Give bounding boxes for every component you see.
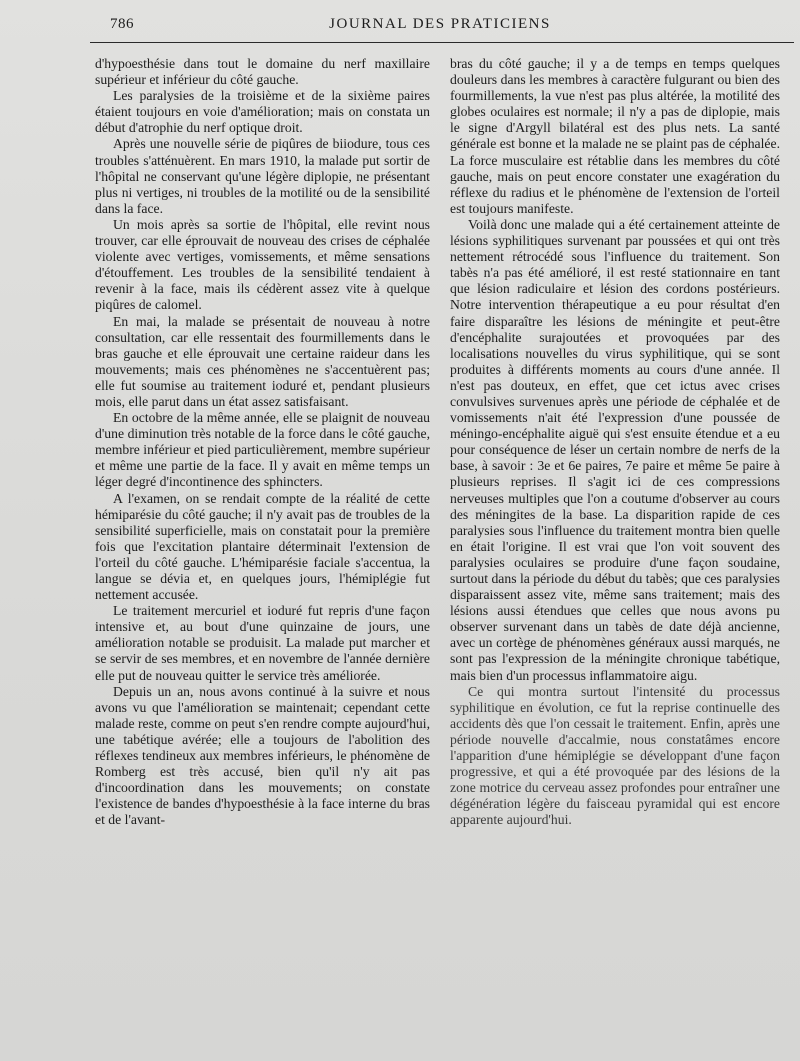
left-column: [95, 56, 430, 829]
paragraph: Après une nouvelle série de piqûres de biiodure, tous ces troubles s'atténuèrent. En mars 1910, la malade put sortir de l'hôpital ne conservant qu'une légère diplopie, ne présentant plus ni vertiges, ni troubles de la motilité ou de la sensibilité dans la face.: [95, 136, 430, 216]
paragraph: Le traitement mercuriel et ioduré fut repris d'une façon intensive et, au bout d'une quinzaine de jours, une amélioration notable se produisit. La malade put marcher et se servir de ses membres, et en novembre de l'année dernière elle put de nouveau quitter le service très améliorée.: [95, 603, 430, 683]
paragraph: En mai, la malade se présentait de nouveau à notre consultation, car elle ressentait des fourmillements dans le bras gauche et elle éprouvait une certaine raideur dans les mouvements; mais ces phénomènes ne s'accentuèrent pas; elle fut soumise au traitement ioduré et, pendant plusieurs mois, elle parut dans un état assez satisfaisant.: [95, 313, 430, 409]
paragraph: Depuis un an, nous avons continué à la suivre et nous avons vu que l'amélioration se maintenait; cependant cette malade reste, comme on peut s'en rendre compte aujourd'hui, une tabétique avérée; elle a toujours de l'abolition des réflexes tendineux aux membres inférieurs, le phénomène de Romberg est très accusé, bien qu'il n'y ait pas d'incoordination dans les mouvements; on constate l'existence de bandes d'hypoesthésie à la face interne du bras et de l'avant-: [95, 683, 430, 828]
page-number: 786: [110, 16, 134, 32]
paragraph: A l'examen, on se rendait compte de la réalité de cette hémiparésie du côté gauche; il n'y avait pas de troubles de la sensibilité superficielle, mais on constatait pour la première fois que l'excitation plantaire déterminait l'extension de l'orteil du côté gauche. L'hémiparésie faciale s'accentua, la langue se dévia et, en quelques jours, l'hémiplégie fut nettement accusée.: [95, 490, 430, 603]
paragraph: d'hypoesthésie dans tout le domaine du nerf maxillaire supérieur et inférieur du côté gauche.: [95, 56, 430, 88]
paragraph: Ce qui montra surtout l'intensité du processus syphilitique en évolution, ce fut la reprise continuelle des accidents dès que l'on cessait le traitement. Enfin, après une période nouvelle d'accalmie, nous constatâmes encore l'apparition d'une hémiplégie se développant d'une façon progressive, et qui a été provoquée par des lésions de la zone motrice du cerveau assez profondes pour entraîner une dégénération légère du faisceau pyramidal qui est encore apparente aujourd'hui.: [450, 683, 780, 828]
paragraph: bras du côté gauche; il y a de temps en temps quelques douleurs dans les membres à caractère fulgurant ou bien des fourmillements, la vue n'est pas plus altérée, la motilité des globes oculaires est normale; il n'y a pas de diplopie, mais le signe d'Argyll bilatéral est des plus nets. La santé générale est bonne et la malade ne se plaint pas de céphalée. La force musculaire est rétablie dans les membres du côté gauche, mais on peut encore constater une exagération du réflexe du radius et le phénomène de l'extension de l'orteil est toujours manifeste.: [450, 56, 780, 216]
paragraph: Un mois après sa sortie de l'hôpital, elle revint nous trouver, car elle éprouvait de nouveau des crises de céphalée violente avec vertiges, vomissements, et même sensations d'étouffement. Les troubles de la sensibilité tendaient à revenir à la face, mais ils cédèrent assez vite à quelque piqûres de calomel.: [95, 216, 430, 313]
paragraph: En octobre de la même année, elle se plaignit de nouveau d'une diminution très notable de la force dans le côté gauche, membre inférieur et pied particulièrement, membre supérieur et même une partie de la face. Il y avait en même temps un léger degré d'incontinence des sphincters.: [95, 410, 430, 490]
running-title: JOURNAL DES PRATICIENS: [329, 16, 551, 32]
paragraph: Les paralysies de la troisième et de la sixième paires étaient toujours en voie d'amélioration; mais on constata un début d'atrophie du nerf optique droit.: [95, 88, 430, 136]
paragraph: Voilà donc une malade qui a été certainement atteinte de lésions syphilitiques survenant par poussées et qui ont très nettement rétrocédé sous l'influence du traitement. Son tabès n'a pas été amélioré, il est resté stationnaire en tant que lésion radiculaire et lésion des cordons postérieurs. Notre intervention thérapeutique a eu pour résultat d'en faire disparaître les lésions de méningite et peut-être d'encéphalite surajoutées et provoquées par des localisations nouvelles du virus syphilitique, qui se sont produites à différents moments au cours d'une année. Il n'est pas douteux, en effet, que cet ictus avec crises convulsives survenues après une période de céphalée et de vomissements n'ait été l'expression d'une poussée de méningo-encéphalite aiguë qui s'est ensuite étendue et a eu pour conséquence de léser un certain nombre de nerfs de la base, à savoir : 3e et 6e paires, 7e paire et même 5e paire à plusieurs reprises. Il s'agit ici de ces compressions nerveuses multiples que l'on a coutume d'observer au cours des méningites de la base. La disparition rapide de ces paralysies sous l'influence du traitement montra bien quelle en était l'origine. Il est vrai que l'on voit souvent des paralysies oculaires se produire d'une façon soudaine, surtout dans la période du début du tabès; que ces paralysies disparaissent assez vite, même sans traitement; mais des lésions aussi étendues que celles que nous avons pu observer survenant dans un tabès de date déjà ancienne, avec un cortège de phénomènes généraux aussi marqués, ne sont pas l'expression de la méningite chronique tabétique, mais bien d'un processus inflammatoire aigu.: [450, 216, 780, 683]
right-column: [450, 56, 780, 829]
page-header: [70, 14, 780, 40]
header-rule: [90, 42, 794, 43]
